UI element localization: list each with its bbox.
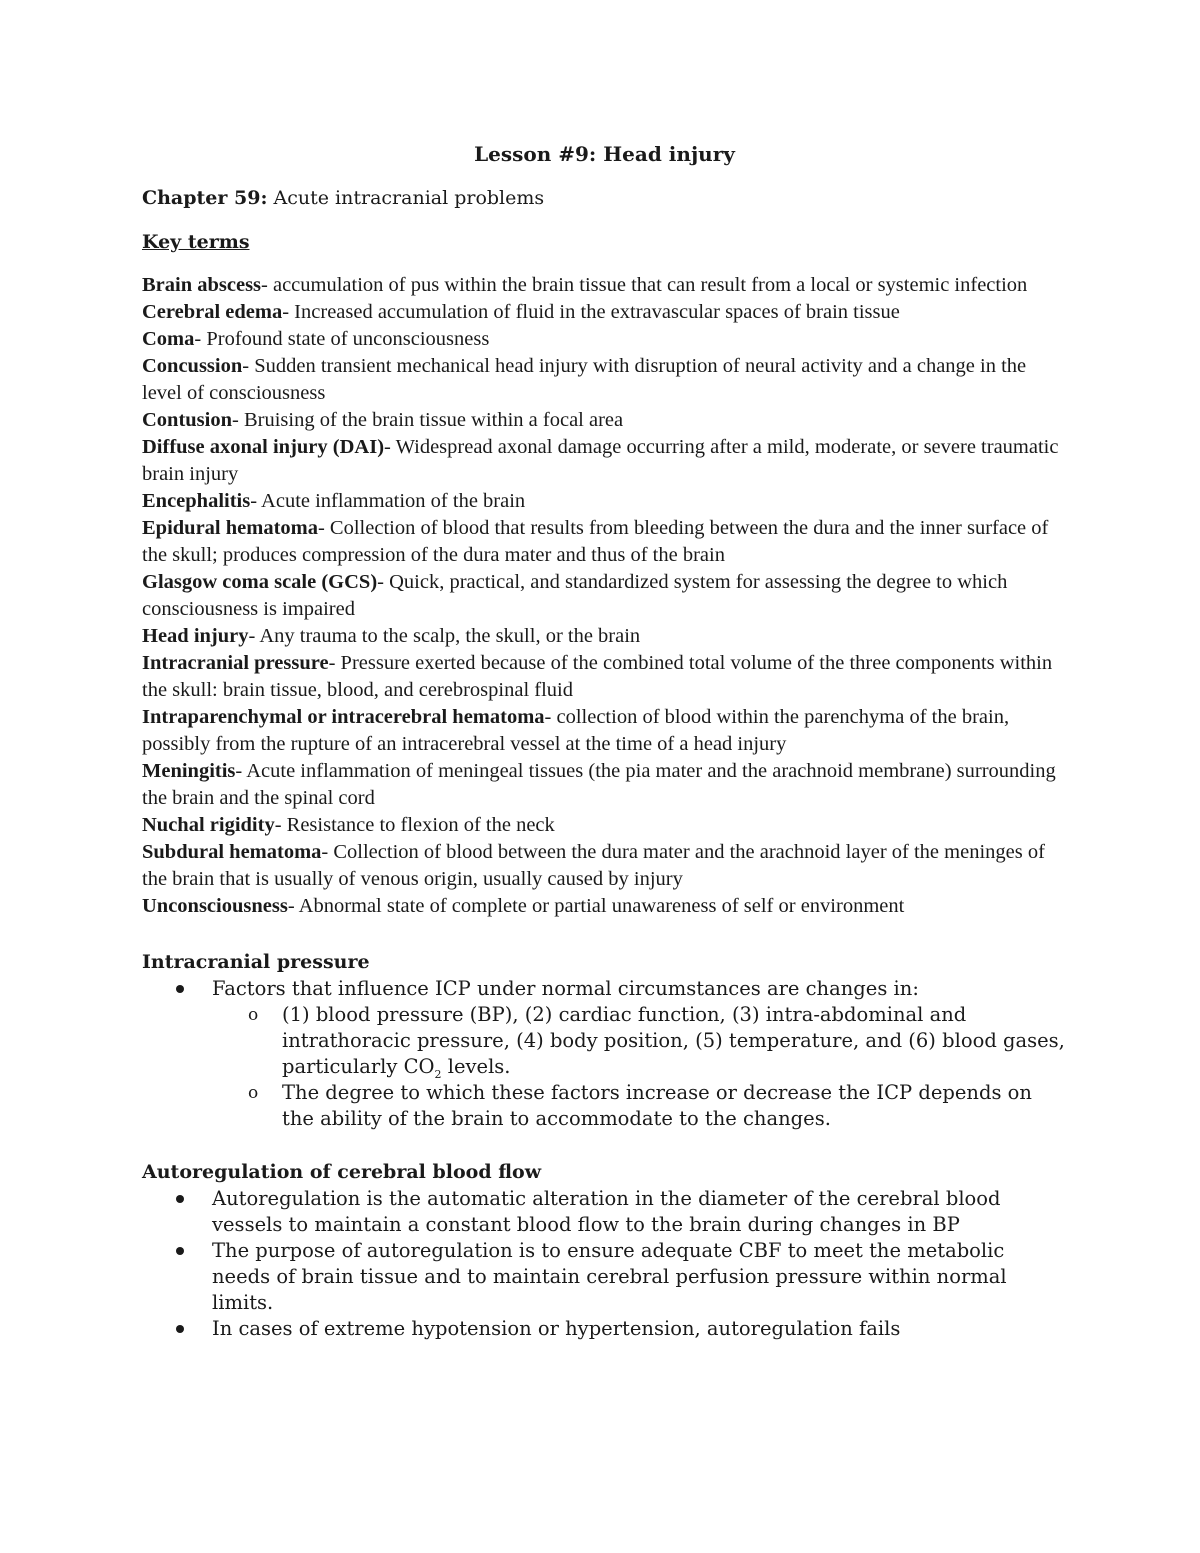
term-definition: - Acute inflammation of meningeal tissues (the pia mater and the arachnoid membrane) surrounding the brain and the spinal cord	[142, 760, 1056, 809]
term-name: Contusion	[142, 409, 233, 431]
chapter-text: Acute intracranial problems	[267, 187, 545, 209]
bullet-item	[142, 1238, 1067, 1316]
term-name: Intracranial pressure	[142, 652, 329, 674]
bullet-text: Autoregulation is the automatic alteration in the diameter of the cerebral blood vessels to maintain a constant blood flow to the brain during changes in BP	[212, 1187, 1001, 1236]
term-entry	[142, 407, 1067, 434]
factor-text: blood pressure (BP),	[309, 1003, 525, 1026]
hollow-bullet-icon: o	[248, 1005, 259, 1025]
term-entry	[142, 353, 1067, 407]
term-definition: - Collection of blood that results from bleeding between the dura and the inner surface of the skull; produces compression of the dura mater and thus of the brain	[142, 517, 1049, 566]
term-name: Coma	[142, 328, 195, 350]
term-definition: - Widespread axonal damage occurring after a mild, moderate, or severe traumatic brain injury	[142, 436, 1059, 485]
factor-text: intra-abdominal and intrathoracic pressure,	[282, 1003, 967, 1052]
term-name: Subdural hematoma	[142, 841, 322, 863]
term-name: Encephalitis	[142, 490, 251, 512]
term-entry	[142, 839, 1067, 893]
factor-number: (4)	[516, 1029, 544, 1052]
document-page	[142, 140, 1067, 1342]
term-definition: - Profound state of unconsciousness	[194, 328, 490, 350]
factor-number: (3)	[731, 1003, 760, 1026]
key-terms-heading: Key terms	[142, 231, 250, 253]
bullet-item	[142, 976, 1067, 1132]
factor-number: (1)	[282, 1003, 310, 1026]
factor-number: (6)	[908, 1029, 936, 1052]
term-name: Unconsciousness	[142, 895, 288, 917]
term-definition: - Collection of blood between the dura mater and the arachnoid layer of the meninges of the brain that is usually of venous origin, usually caused by injury	[142, 841, 1045, 890]
term-entry	[142, 488, 1067, 515]
term-name: Intraparenchymal or intracerebral hematoma	[142, 706, 545, 728]
factor-text: temperature, and	[722, 1029, 909, 1052]
factor-number: (2)	[524, 1003, 553, 1026]
term-name: Nuchal rigidity	[142, 814, 275, 836]
term-definition: - Resistance to flexion of the neck	[274, 814, 555, 836]
sub-bullet-item	[212, 1002, 1067, 1080]
term-entry	[142, 758, 1067, 812]
term-definition: - Acute inflammation of the brain	[250, 490, 526, 512]
term-definition: - Pressure exerted because of the combined total volume of the three components within the skull: brain tissue, blood, and cerebrospinal fluid	[142, 652, 1053, 701]
term-definition: - accumulation of pus within the brain tissue that can result from a local or systemic infection	[261, 274, 1028, 296]
subscript-two: 2	[434, 1067, 442, 1081]
icp-section	[142, 948, 1067, 1132]
chapter-label: Chapter 59:	[142, 187, 268, 209]
term-entry	[142, 704, 1067, 758]
term-entry	[142, 434, 1067, 488]
hollow-bullet-icon: o	[248, 1083, 259, 1103]
term-name: Cerebral edema	[142, 301, 283, 323]
sub-bullet-text: The degree to which these factors increase or decrease the ICP depends on the ability of the brain to accommodate to the changes.	[282, 1081, 1032, 1130]
bullet-icon	[176, 1325, 184, 1333]
term-entry	[142, 515, 1067, 569]
term-entry	[142, 326, 1067, 353]
term-entry	[142, 812, 1067, 839]
bullet-text: Factors that influence ICP under normal circumstances are changes in:	[212, 977, 919, 1000]
factor-text: body position,	[543, 1029, 696, 1052]
document-title: Lesson #9: Head injury	[474, 142, 735, 166]
bullet-text: The purpose of autoregulation is to ensure adequate CBF to meet the metabolic needs of brain tissue and to maintain cerebral perfusion pressure within normal limits.	[212, 1239, 1007, 1314]
term-entry	[142, 623, 1067, 650]
bullet-text: In cases of extreme hypotension or hypertension, autoregulation fails	[212, 1317, 901, 1340]
term-definition: - Increased accumulation of fluid in the extravascular spaces of brain tissue	[282, 301, 900, 323]
autoregulation-bullet-list	[142, 1186, 1067, 1342]
autoregulation-section	[142, 1158, 1067, 1342]
autoregulation-heading: Autoregulation of cerebral blood flow	[142, 1161, 542, 1183]
factor-text: levels.	[441, 1055, 511, 1078]
sub-bullet-item	[212, 1080, 1067, 1132]
term-entry	[142, 272, 1067, 299]
term-entry	[142, 569, 1067, 623]
term-definition: - Abnormal state of complete or partial unawareness of self or environment	[287, 895, 905, 917]
term-entry	[142, 299, 1067, 326]
bullet-item	[142, 1186, 1067, 1238]
term-entry	[142, 650, 1067, 704]
factor-number: (5)	[695, 1029, 723, 1052]
term-definition: - Any trauma to the scalp, the skull, or the brain	[248, 625, 641, 647]
term-name: Diffuse axonal injury (DAI)	[142, 436, 385, 458]
bullet-icon	[176, 985, 184, 993]
factor-text: blood gases, particularly CO	[282, 1029, 1065, 1078]
icp-sub-list	[212, 1002, 1067, 1132]
chapter-line	[142, 184, 1067, 212]
factor-text: cardiac function,	[552, 1003, 732, 1026]
term-definition: - Sudden transient mechanical head injury with disruption of neural activity and a change in the level of consciousness	[142, 355, 1027, 404]
term-name: Concussion	[142, 355, 243, 377]
bullet-icon	[176, 1247, 184, 1255]
bullet-item	[142, 1316, 1067, 1342]
term-name: Epidural hematoma	[142, 517, 318, 539]
term-definition: - collection of blood within the parenchyma of the brain, possibly from the rupture of an intracerebral vessel at the time of a head injury	[142, 706, 1010, 755]
term-name: Head injury	[142, 625, 249, 647]
term-definition: - Bruising of the brain tissue within a focal area	[232, 409, 624, 431]
icp-heading: Intracranial pressure	[142, 951, 370, 973]
term-name: Brain abscess	[142, 274, 262, 296]
key-terms-list	[142, 272, 1067, 920]
term-name: Glasgow coma scale (GCS)	[142, 571, 378, 593]
term-definition: - Quick, practical, and standardized system for assessing the degree to which consciousness is impaired	[142, 571, 1008, 620]
icp-bullet-list	[142, 976, 1067, 1132]
bullet-icon	[176, 1195, 184, 1203]
term-entry	[142, 893, 1067, 920]
term-name: Meningitis	[142, 760, 236, 782]
